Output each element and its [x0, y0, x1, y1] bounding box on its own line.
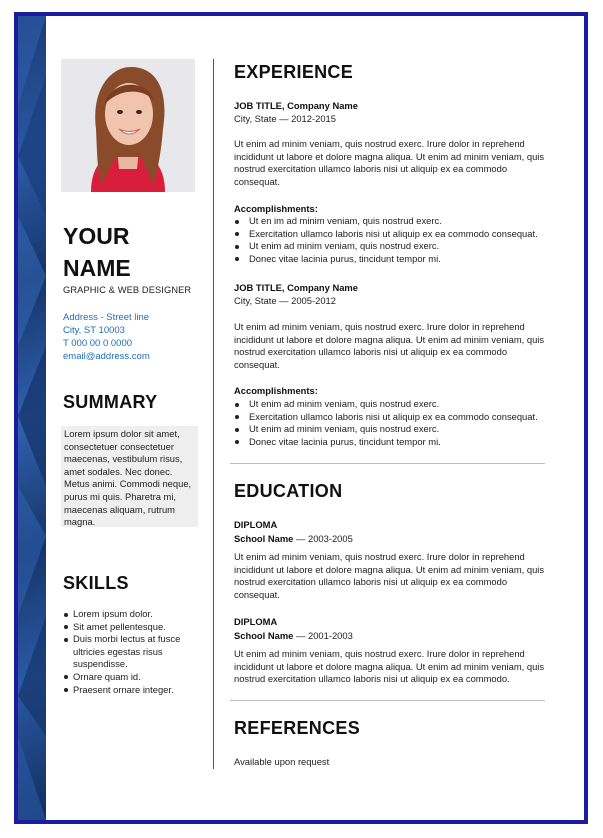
school-years: — 2003-2005: [293, 533, 353, 544]
section-divider: [230, 463, 545, 464]
references-text: Available upon request: [234, 756, 330, 767]
contact-email[interactable]: email@address.com: [63, 351, 150, 362]
accomplishment-item: Donec vitae lacinia purus, tincidunt tempor mi.: [234, 253, 538, 266]
accomplishments-label: Accomplishments:: [234, 385, 318, 396]
skills-heading: SKILLS: [63, 573, 129, 593]
left-column: [46, 16, 214, 820]
summary-heading: SUMMARY: [63, 392, 158, 412]
accomplishments-label: Accomplishments:: [234, 203, 318, 214]
experience-heading: EXPERIENCE: [234, 62, 354, 82]
education-description: Ut enim ad minim veniam, quis nostrud exerc. Irure dolor in reprehend incididunt ut labore et dolore magna aliqua. Ut enim ad minim veniam, quis nostrud exercitation ullamco laboris nisi ut aliquip ex ea commodo consequat.: [234, 551, 545, 600]
accomplishment-item: Ut enim ad minim veniam, quis nostrud exerc.: [234, 240, 538, 253]
resume-name: [63, 220, 213, 284]
accomplishments-list: [234, 215, 538, 265]
school-line: [234, 533, 552, 546]
school-name: School Name: [234, 533, 294, 544]
skill-item: Ornare quam id.: [63, 671, 203, 684]
accomplishments-list: [234, 398, 538, 448]
degree-title: DIPLOMA: [234, 616, 278, 627]
accomplishment-item: Exercitation ullamco laboris nisi ut aliquip ex ea commodo consequat.: [234, 228, 538, 241]
skill-item: Sit amet pellentesque.: [63, 621, 203, 634]
section-divider: [230, 700, 545, 701]
contact-city: City, ST 10003: [63, 325, 125, 336]
decorative-band: [18, 16, 46, 820]
school-name: School Name: [234, 630, 294, 641]
accomplishment-item: Donec vitae lacinia purus, tincidunt tempor mi.: [234, 436, 538, 449]
skill-item: Lorem ipsum dolor.: [63, 608, 203, 621]
portrait-image: [61, 59, 195, 192]
school-line: [234, 630, 552, 643]
job-meta: City, State — 2005-2012: [234, 295, 336, 306]
school-years: — 2001-2003: [293, 630, 353, 641]
summary-text: Lorem ipsum dolor sit amet, consectetuer consectetuer maecenas, vestibulum risus, amet sodales. Nec donec. Metus animi. Commodi neque, purus mi quis. Pharetra mi, maecenas aliquam, rutrum magna.: [61, 426, 198, 527]
education-description: Ut enim ad minim veniam, quis nostrud exerc. Irure dolor in reprehend incididunt ut labore et dolore magna aliqua. Ut enim ad minim veniam, quis nostrud exercitation ullamco laboris nisi ut aliquip ex ea commodo.: [234, 648, 545, 685]
job-description: Ut enim ad minim veniam, quis nostrud exerc. Irure dolor in reprehend incididunt ut labore et dolore magna aliqua. Ut enim ad minim veniam, quis nostrud exercitation ullamco laboris nisi ut aliquip ex ea commodo consequat.: [234, 138, 545, 187]
education-heading: EDUCATION: [234, 481, 343, 501]
column-divider: [213, 59, 214, 769]
job-subtitle: GRAPHIC & WEB DESIGNER: [63, 285, 192, 295]
accomplishment-item: Ut enim ad minim veniam, quis nostrud exerc.: [234, 423, 538, 436]
profile-photo: [61, 59, 195, 192]
skill-item: Praesent ornare integer.: [63, 684, 203, 697]
contact-phone: T 000 00 0 0000: [63, 338, 133, 349]
skills-list: [63, 608, 203, 696]
accomplishment-item: Exercitation ullamco laboris nisi ut aliquip ex ea commodo consequat.: [234, 411, 538, 424]
skill-item: Duis morbi lectus at fusce ultricies egestas risus suspendisse.: [63, 633, 203, 671]
polygon-pattern: [18, 16, 46, 820]
degree-title: DIPLOMA: [234, 519, 278, 530]
job-title: JOB TITLE, Company Name: [234, 100, 358, 111]
accomplishment-item: Ut en im ad minim veniam, quis nostrud exerc.: [234, 215, 538, 228]
job-description: Ut enim ad minim veniam, quis nostrud exerc. Irure dolor in reprehend incididunt ut labore et dolore magna aliqua. Ut enim ad minim veniam, quis nostrud exercitation ullamco laboris nisi ut aliquip ex ea commodo consequat.: [234, 321, 545, 370]
resume-page: [18, 16, 584, 820]
name-line-last: NAME: [63, 255, 131, 281]
accomplishment-item: Ut enim ad minim veniam, quis nostrud exerc.: [234, 398, 538, 411]
references-heading: REFERENCES: [234, 718, 361, 738]
job-meta: City, State — 2012-2015: [234, 113, 336, 124]
name-line-first: YOUR: [63, 223, 130, 249]
contact-address: Address - Street line: [63, 312, 150, 323]
job-title: JOB TITLE, Company Name: [234, 282, 358, 293]
contact-block: [63, 311, 150, 363]
